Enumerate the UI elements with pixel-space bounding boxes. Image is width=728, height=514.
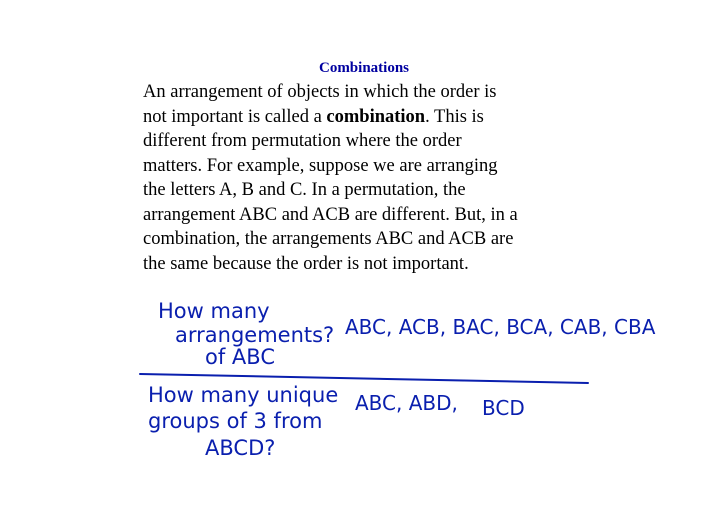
page-title: Combinations xyxy=(318,60,410,76)
text-line: the same because the order is not important. xyxy=(143,253,469,274)
text-line: arrangement ABC and ACB are different. But, in a xyxy=(143,204,518,225)
text-line: matters. For example, suppose we are arranging xyxy=(143,155,498,176)
answer2-part: ABC, ABD, xyxy=(355,391,458,415)
text-segment: not important is called a xyxy=(143,106,327,127)
question1-line: of ABC xyxy=(205,345,275,369)
answer1-text: ABC, ACB, BAC, BCA, CAB, CBA xyxy=(345,315,656,339)
answer2-part: BCD xyxy=(482,396,525,420)
question1-line: arrangements? xyxy=(175,323,335,347)
question2-line: How many unique xyxy=(148,383,339,407)
text-line: different from permutation where the order xyxy=(143,131,462,151)
text-line: combination, the arrangements ABC and ACB are xyxy=(143,229,514,249)
question1-line: How many xyxy=(158,299,270,323)
text-line: the letters A, B and C. In a permutation, the xyxy=(143,180,466,200)
divider-line xyxy=(140,374,588,383)
text-line: An arrangement of objects in which the order is xyxy=(143,82,497,102)
bold-term: combination xyxy=(326,106,426,127)
text-segment: . This is xyxy=(425,106,484,127)
question2-line: groups of 3 from xyxy=(148,409,323,433)
question2-line: ABCD? xyxy=(205,436,276,460)
